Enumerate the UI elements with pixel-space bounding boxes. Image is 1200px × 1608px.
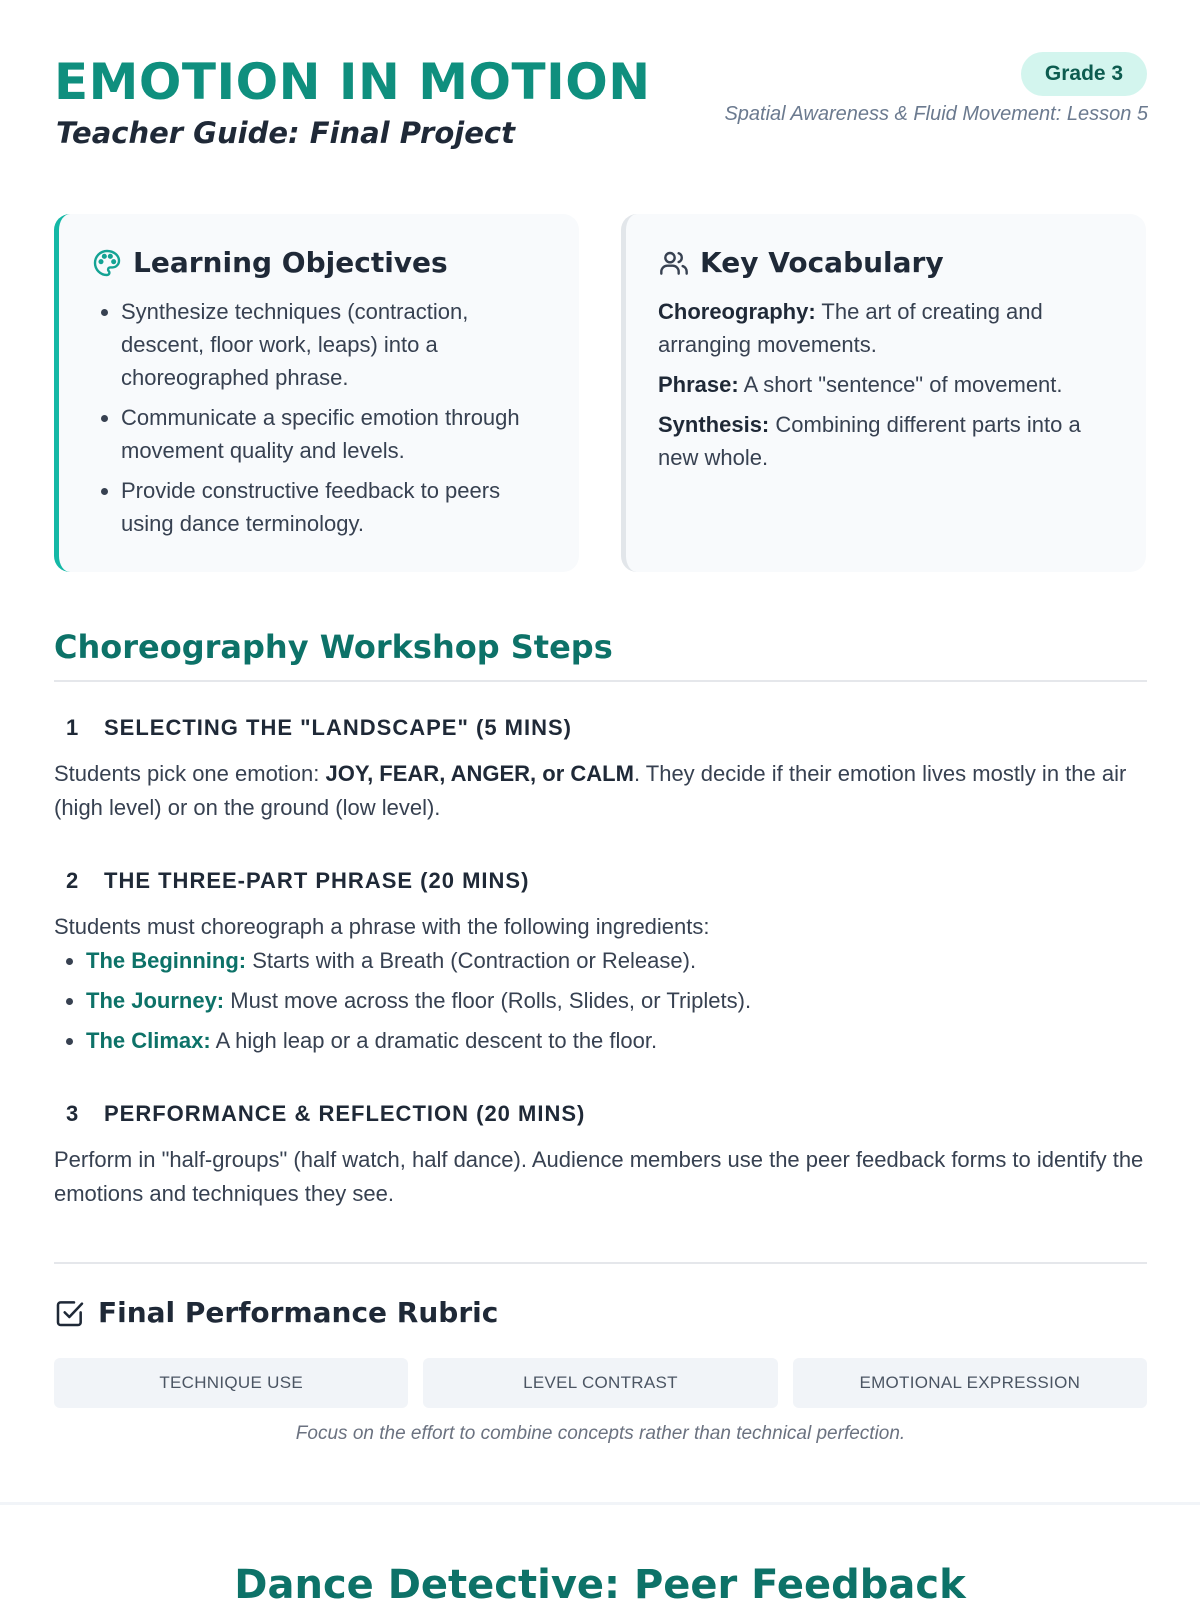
users-icon	[658, 247, 690, 279]
step-heading	[54, 866, 1147, 896]
vocab-definition: A short "sentence" of movement.	[738, 372, 1063, 397]
checkbox-icon	[54, 1297, 86, 1329]
rubric-criteria	[54, 1358, 1147, 1408]
page-break	[0, 1502, 1200, 1505]
ingredient-item	[86, 984, 1147, 1017]
objective-item: • Provide constructive feedback to peers using dance terminology.	[121, 474, 549, 540]
step-heading	[54, 1099, 1147, 1129]
emotion-list: JOY, FEAR, ANGER, or CALM	[325, 761, 634, 786]
step-heading-text: PERFORMANCE & REFLECTION (20 MINS)	[104, 1101, 586, 1126]
key-vocabulary-card	[621, 214, 1146, 572]
grade-badge: Grade 3	[1021, 52, 1147, 96]
rubric-criterion: EMOTIONAL EXPRESSION	[793, 1358, 1147, 1408]
step-number: 2	[66, 868, 80, 893]
step-text: . They decide if their emotion lives mostly in the air (high level) or on the ground (low level).	[54, 761, 1127, 820]
step-heading	[54, 713, 1147, 743]
rubric-criterion: TECHNIQUE USE	[54, 1358, 408, 1408]
vocab-item	[658, 368, 1116, 401]
vocab-term: Choreography:	[658, 299, 816, 324]
learning-objectives-card	[54, 214, 579, 572]
step-intro: Students must choreograph a phrase with the following ingredients:	[54, 914, 710, 939]
workshop-title: Choreography Workshop Steps	[54, 628, 613, 666]
ingredient-text: Must move across the floor (Rolls, Slides, or Triplets).	[224, 988, 752, 1013]
ingredient-label: The Journey:	[86, 988, 225, 1013]
rubric-note: Focus on the effort to combine concepts rather than technical perfection.	[295, 1423, 906, 1444]
rubric-title: Final Performance Rubric	[98, 1296, 499, 1329]
next-page-title: Dance Detective: Peer Feedback	[234, 1562, 966, 1608]
workshop-step-1	[54, 713, 1147, 825]
step-number: 3	[66, 1101, 80, 1126]
ingredient-label: The Climax:	[86, 1028, 211, 1053]
palette-icon	[91, 247, 123, 279]
section-divider	[54, 1262, 1147, 1264]
vocab-item	[658, 408, 1116, 474]
objective-item: • Synthesize techniques (contraction, descent, floor work, leaps) into a choreographed phrase.	[121, 295, 549, 394]
rubric-heading	[54, 1296, 498, 1329]
workshop-step-2	[54, 866, 1147, 1057]
ingredient-text: Starts with a Breath (Contraction or Release).	[246, 948, 697, 973]
step-heading-text: THE THREE-PART PHRASE (20 MINS)	[104, 868, 530, 893]
step-description	[54, 757, 1147, 825]
vocab-term: Phrase:	[658, 372, 739, 397]
step-description: Perform in "half-groups" (half watch, half dance). Audience members use the peer feedback forms to identify the emotions and techniques they see.	[54, 1147, 1144, 1206]
ingredient-label: The Beginning:	[86, 948, 247, 973]
learning-objectives-title: Learning Objectives	[133, 246, 448, 279]
workshop-step-3	[54, 1099, 1147, 1211]
key-vocabulary-heading	[658, 246, 1116, 279]
learning-objectives-heading	[91, 246, 549, 279]
step-heading-text: SELECTING THE "LANDSCAPE" (5 MINS)	[104, 715, 572, 740]
key-vocabulary-title: Key Vocabulary	[700, 246, 944, 279]
vocab-definition: Combining different parts into a new whole.	[658, 412, 1081, 470]
step-text: Students pick one emotion:	[54, 761, 326, 786]
ingredients-list	[54, 944, 1147, 1057]
ingredient-text: A high leap or a dramatic descent to the floor.	[210, 1028, 658, 1053]
section-divider	[54, 680, 1147, 682]
lesson-label: Spatial Awareness & Fluid Movement: Lesson 5	[724, 103, 1148, 125]
page-title: EMOTION IN MOTION	[54, 53, 651, 111]
ingredient-item	[86, 1024, 1147, 1057]
objective-item: • Communicate a specific emotion through movement quality and levels.	[121, 401, 549, 467]
vocab-definition: The art of creating and arranging movements.	[658, 299, 1043, 357]
ingredient-item	[86, 944, 1147, 977]
vocab-term: Synthesis:	[658, 412, 770, 437]
objectives-list	[91, 295, 549, 540]
step-number: 1	[66, 715, 80, 740]
page-subtitle: Teacher Guide: Final Project	[56, 116, 515, 150]
rubric-criterion: LEVEL CONTRAST	[423, 1358, 777, 1408]
vocab-item	[658, 295, 1116, 361]
